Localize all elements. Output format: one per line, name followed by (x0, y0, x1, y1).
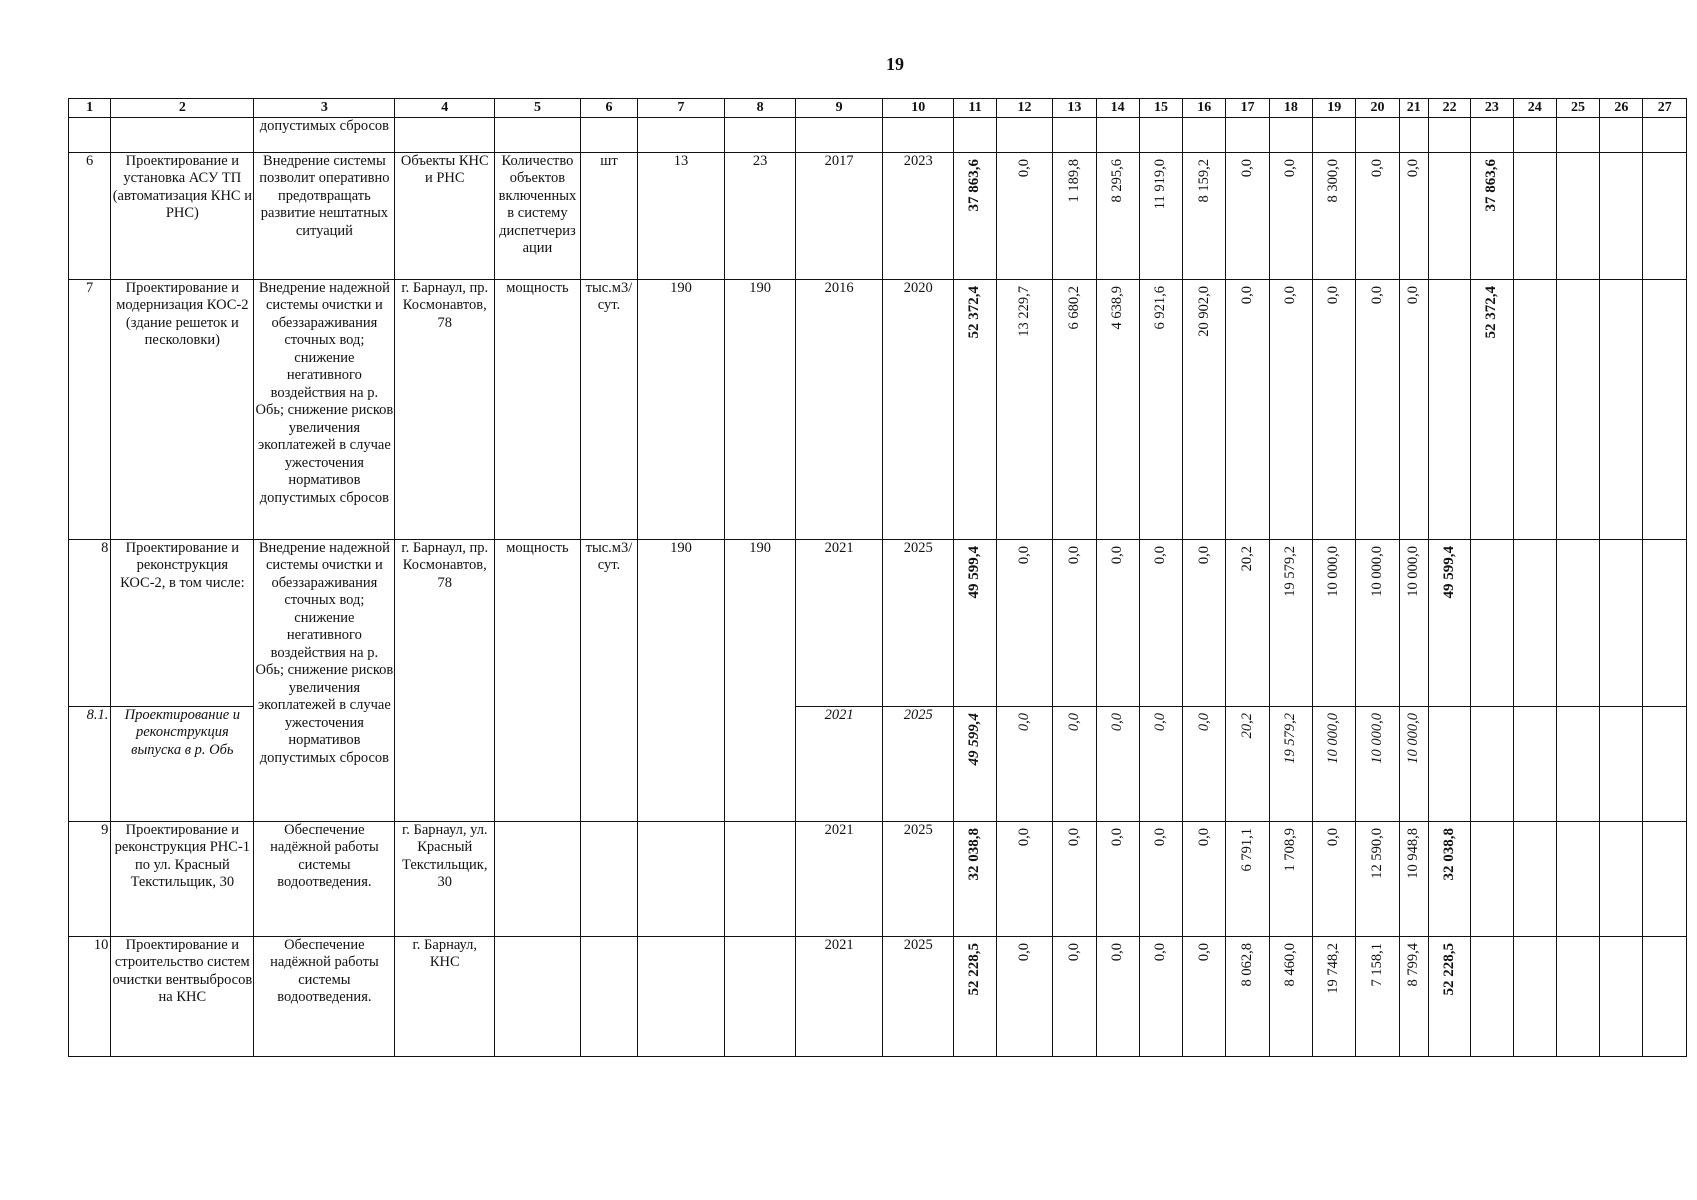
cell-value: 190 (724, 279, 796, 539)
cell-unit: тыс.м3/ сут. (580, 539, 637, 821)
cell-amount: 0,0 (1015, 712, 1032, 731)
cell-amount: 0,0 (1195, 712, 1212, 731)
cell-year-start: 2021 (796, 821, 883, 936)
cell-amount: 0,0 (1015, 827, 1032, 846)
cell-amount: 20 902,0 (1195, 285, 1212, 337)
cell-amount: 4 638,9 (1108, 285, 1125, 329)
col-header: 18 (1269, 99, 1312, 118)
column-number-row (69, 99, 1687, 118)
cell-total: 32 038,8 (1440, 827, 1457, 880)
cell-total: 49 599,4 (966, 545, 983, 598)
cell-goal: Внедрение надежной системы очистки и обеззараживания сточных вод; снижение негативного воздействия на р. Обь; снижение рисков увеличения экоплатежей в случае ужесточения нормативов допустимых сбросов (254, 279, 395, 539)
cell-year-start: 2021 (796, 936, 883, 1056)
cell-amount: 19 579,2 (1282, 545, 1299, 597)
cell-year-end: 2025 (882, 821, 954, 936)
cell-amount: 0,0 (1405, 158, 1422, 177)
cell-goal: Внедрение надежной системы очистки и обеззараживания сточных вод; снижение негативного воздействия на р. Обь; снижение рисков увеличения экоплатежей в случае ужесточения нормативов допустимых сбросов (254, 539, 395, 821)
cell-amount: 10 000,0 (1405, 545, 1422, 597)
cell-total: 52 228,5 (1440, 942, 1457, 995)
cell-name: Проектирование и реконструкция выпуска в р. Обь (111, 706, 254, 821)
cell-amount: 8 062,8 (1238, 942, 1255, 986)
col-header: 14 (1096, 99, 1139, 118)
col-header: 25 (1556, 99, 1599, 118)
cell-total: 32 038,8 (966, 827, 983, 880)
cell-amount: 1 189,8 (1065, 158, 1082, 202)
cell-amount: 0,0 (1195, 545, 1212, 564)
col-header: 27 (1643, 99, 1687, 118)
cell-amount: 10 000,0 (1405, 712, 1422, 764)
cell-num: 7 (69, 279, 111, 539)
cell-name: Проектирование и реконструкция КОС-2, в том числе: (111, 539, 254, 706)
col-header: 5 (495, 99, 581, 118)
cell-value: 13 (638, 152, 725, 279)
cell-amount: 20,2 (1238, 545, 1255, 571)
cell-indicator: мощность (495, 279, 581, 539)
cell-amount: 0,0 (1108, 545, 1125, 564)
cell-unit: шт (580, 152, 637, 279)
col-header: 11 (954, 99, 996, 118)
cell-name: Проектирование и модернизация КОС-2 (здание решеток и песколовки) (111, 279, 254, 539)
cell-year-end: 2025 (882, 706, 954, 821)
cell-total: 49 599,4 (966, 712, 983, 765)
cell-amount: 10 000,0 (1325, 545, 1342, 597)
cell-amount: 0,0 (1152, 942, 1169, 961)
cell-value: 23 (724, 152, 796, 279)
col-header: 9 (796, 99, 883, 118)
cell-location: г. Барнаул, пр. Космонавтов, 78 (395, 539, 495, 821)
cell-amount: 10 000,0 (1368, 545, 1385, 597)
cell-year-start: 2021 (796, 706, 883, 821)
cell-amount: 0,0 (1015, 158, 1032, 177)
cell-amount: 6 680,2 (1065, 285, 1082, 329)
cell-amount: 0,0 (1108, 942, 1125, 961)
col-header: 2 (111, 99, 254, 118)
col-header: 15 (1139, 99, 1182, 118)
cell-amount: 10 000,0 (1325, 712, 1342, 764)
cell-amount: 6 921,6 (1152, 285, 1169, 329)
cell-amount: 12 590,0 (1368, 827, 1385, 879)
cell-num: 8.1. (69, 706, 111, 821)
cell-total: 49 599,4 (1440, 545, 1457, 598)
cell-amount: 0,0 (1065, 827, 1082, 846)
cell-num: 10 (69, 936, 111, 1056)
cell-name: Проектирование и реконструкция РНС-1 по ул. Красный Текстильщик, 30 (111, 821, 254, 936)
cell-amount: 0,0 (1108, 827, 1125, 846)
col-header: 12 (996, 99, 1052, 118)
cell-year-end: 2023 (882, 152, 954, 279)
col-header: 26 (1600, 99, 1643, 118)
cell-amount: 0,0 (1195, 827, 1212, 846)
cell-amount: 0,0 (1015, 545, 1032, 564)
cell-amount: 13 229,7 (1015, 285, 1032, 337)
cell-goal: допустимых сбросов (254, 117, 395, 152)
col-header: 13 (1053, 99, 1096, 118)
cell-goal: Обеспечение надёжной работы системы водоотведения. (254, 821, 395, 936)
cell-amount: 0,0 (1238, 285, 1255, 304)
cell-amount: 0,0 (1152, 712, 1169, 731)
cell-name: Проектирование и строительство систем очистки вентвыбросов на КНС (111, 936, 254, 1056)
cell-amount: 0,0 (1325, 827, 1342, 846)
cell-location: г. Барнаул, КНС (395, 936, 495, 1056)
cell-value: 190 (638, 539, 725, 821)
cell-total: 37 863,6 (1483, 158, 1500, 211)
cell-location: г. Барнаул, пр. Космонавтов, 78 (395, 279, 495, 539)
col-header: 7 (638, 99, 725, 118)
cell-amount: 10 948,8 (1405, 827, 1422, 879)
table-row (69, 279, 1687, 539)
cell-name: Проектирование и установка АСУ ТП (автоматизация КНС и РНС) (111, 152, 254, 279)
cell-amount: 0,0 (1065, 942, 1082, 961)
col-header: 22 (1428, 99, 1470, 118)
cell-amount: 0,0 (1282, 285, 1299, 304)
cell-amount: 0,0 (1015, 942, 1032, 961)
cell-num: 9 (69, 821, 111, 936)
cell-amount: 0,0 (1065, 545, 1082, 564)
col-header: 24 (1513, 99, 1556, 118)
col-header: 1 (69, 99, 111, 118)
col-header: 8 (724, 99, 796, 118)
cell-amount: 19 579,2 (1282, 712, 1299, 764)
cell-amount: 0,0 (1152, 545, 1169, 564)
cell-total: 52 372,4 (1483, 285, 1500, 338)
cell-year-end: 2020 (882, 279, 954, 539)
cell-location: г. Барнаул, ул. Красный Текстильщик, 30 (395, 821, 495, 936)
cell-amount: 0,0 (1368, 158, 1385, 177)
investment-program-table (68, 98, 1687, 1057)
cell-amount: 0,0 (1108, 712, 1125, 731)
table-row (69, 936, 1687, 1056)
cell-amount: 1 708,9 (1282, 827, 1299, 871)
cell-year-start: 2021 (796, 539, 883, 706)
cell-location: Объекты КНС и РНС (395, 152, 495, 279)
col-header: 3 (254, 99, 395, 118)
cell-year-end: 2025 (882, 936, 954, 1056)
cell-total: 52 372,4 (966, 285, 983, 338)
cell-num: 8 (69, 539, 111, 706)
table-row (69, 117, 1687, 152)
cell-amount: 8 295,6 (1108, 158, 1125, 202)
cell-year-start: 2016 (796, 279, 883, 539)
col-header: 6 (580, 99, 637, 118)
col-header: 4 (395, 99, 495, 118)
col-header: 23 (1471, 99, 1513, 118)
cell-amount: 10 000,0 (1368, 712, 1385, 764)
table-row (69, 152, 1687, 279)
cell-amount: 8 300,0 (1325, 158, 1342, 202)
cell-amount: 20,2 (1238, 712, 1255, 738)
col-header: 20 (1356, 99, 1399, 118)
cell-indicator: Количество объектов включенных в систему диспетчеризации (495, 152, 581, 279)
table-row (69, 821, 1687, 936)
col-header: 21 (1399, 99, 1428, 118)
cell-amount: 8 799,4 (1405, 942, 1422, 986)
col-header: 17 (1226, 99, 1269, 118)
cell-amount: 6 791,1 (1238, 827, 1255, 871)
cell-value: 190 (638, 279, 725, 539)
cell-amount: 0,0 (1368, 285, 1385, 304)
col-header: 10 (882, 99, 954, 118)
cell-indicator: мощность (495, 539, 581, 821)
cell-total: 52 228,5 (966, 942, 983, 995)
cell-year-end: 2025 (882, 539, 954, 706)
cell-goal: Внедрение системы позволит оперативно предотвращать развитие нештатных ситуаций (254, 152, 395, 279)
cell-amount: 0,0 (1325, 285, 1342, 304)
cell-amount: 0,0 (1282, 158, 1299, 177)
cell-amount: 0,0 (1065, 712, 1082, 731)
cell-unit: тыс.м3/ сут. (580, 279, 637, 539)
cell-amount: 0,0 (1195, 942, 1212, 961)
col-header: 19 (1313, 99, 1356, 118)
cell-num: 6 (69, 152, 111, 279)
table-row (69, 539, 1687, 706)
cell-total: 37 863,6 (966, 158, 983, 211)
cell-amount: 8 159,2 (1195, 158, 1212, 202)
cell-amount: 7 158,1 (1368, 942, 1385, 986)
cell-amount: 19 748,2 (1325, 942, 1342, 994)
cell-amount: 0,0 (1405, 285, 1422, 304)
cell-amount: 0,0 (1152, 827, 1169, 846)
cell-year-start: 2017 (796, 152, 883, 279)
col-header: 16 (1183, 99, 1226, 118)
page-number: 19 (886, 54, 904, 74)
cell-amount: 8 460,0 (1282, 942, 1299, 986)
cell-value: 190 (724, 539, 796, 821)
cell-amount: 11 919,0 (1152, 158, 1169, 209)
cell-goal: Обеспечение надёжной работы системы водоотведения. (254, 936, 395, 1056)
cell-amount: 0,0 (1238, 158, 1255, 177)
